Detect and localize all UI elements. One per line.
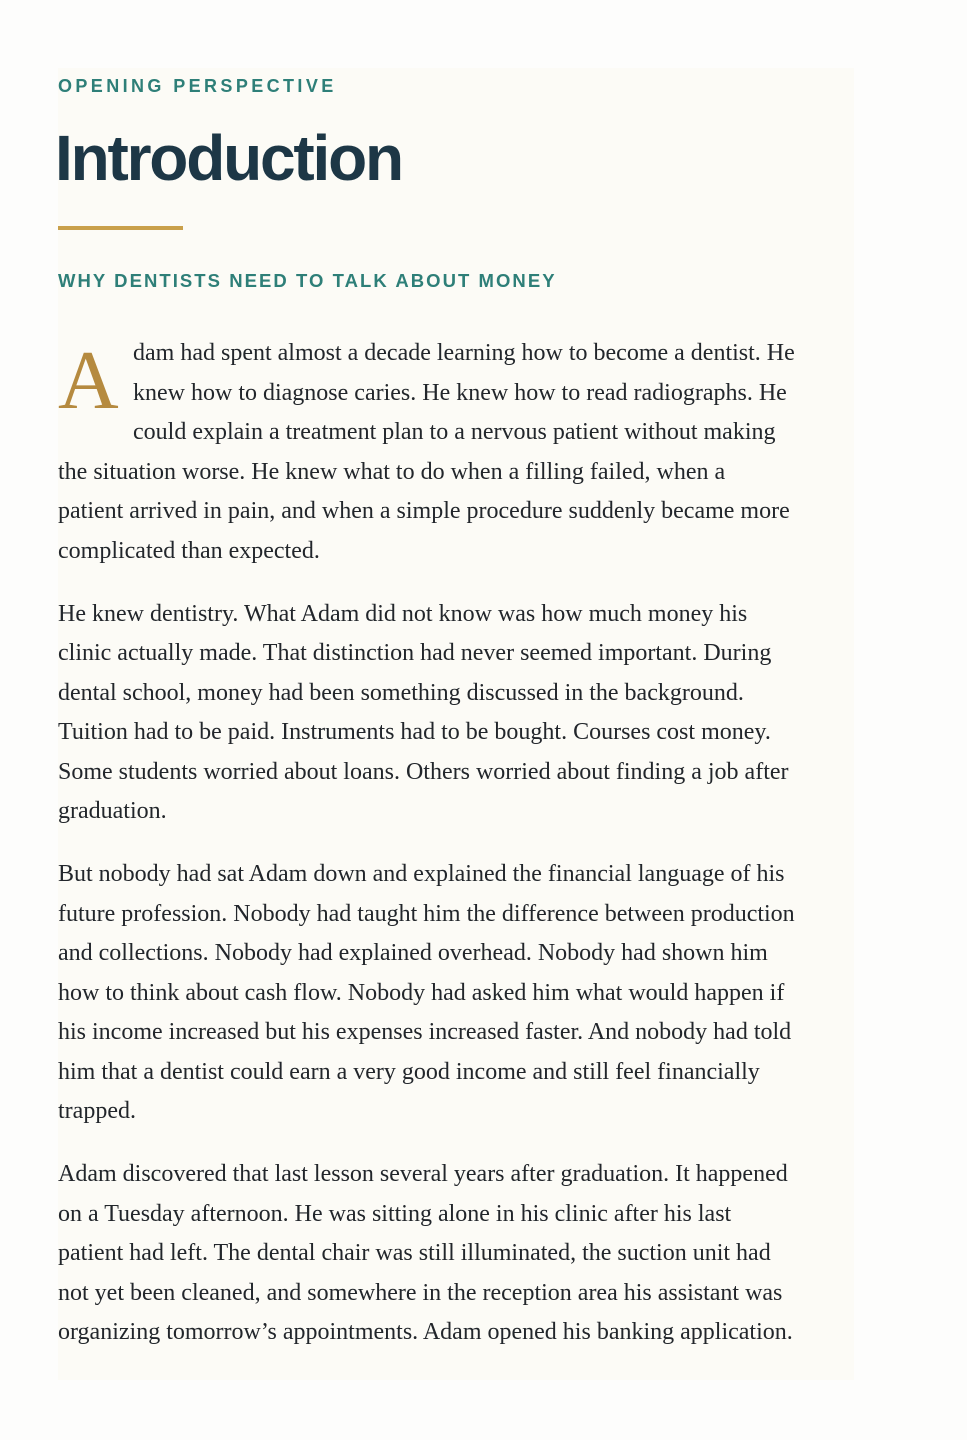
paragraph-line: trapped. <box>58 1098 136 1124</box>
paragraph-line: complicated than expected. <box>58 537 320 564</box>
paragraph-1 <box>58 334 858 571</box>
chapter-eyebrow: OPENING PERSPECTIVE <box>58 76 337 96</box>
paragraph-line: But nobody had sat Adam down and explained the financial language of his <box>58 861 785 887</box>
paragraph-3 <box>58 855 858 1132</box>
paragraph-line: him that a dentist could earn a very good income and still feel financially <box>58 1058 760 1085</box>
paragraph-line: could explain a treatment plan to a nervous patient without making <box>133 419 776 445</box>
paragraph-line: clinic actually made. That distinction had never seemed important. During <box>58 640 772 666</box>
paragraph-line: and collections. Nobody had explained overhead. Nobody had shown him <box>58 940 768 966</box>
drop-cap: A <box>58 334 119 427</box>
paragraph-line: his income increased but his expenses increased faster. And nobody had told <box>58 1019 792 1045</box>
paragraph-4 <box>58 1155 858 1353</box>
paragraph-line: Adam discovered that last lesson several years after graduation. It happened <box>58 1161 788 1187</box>
paragraph-line: graduation. <box>58 798 167 824</box>
paragraph-line: future profession. Nobody had taught him the difference between production <box>58 900 795 927</box>
chapter-body <box>58 334 858 1376</box>
chapter-subtitle: WHY DENTISTS NEED TO TALK ABOUT MONEY <box>58 270 557 291</box>
paragraph-2 <box>58 595 858 832</box>
paragraph-line: He knew dentistry. What Adam did not know was how much money his <box>58 600 748 627</box>
paragraph-line: dental school, money had been something discussed in the background. <box>58 679 744 706</box>
chapter-title: Introduction <box>55 122 402 194</box>
chapter-page <box>55 68 854 1380</box>
paragraph-line: organizing tomorrow’s appointments. Adam opened his banking application. <box>58 1319 793 1345</box>
title-divider <box>58 226 183 230</box>
paragraph-line: on a Tuesday afternoon. He was sitting alone in his clinic after his last <box>58 1200 732 1227</box>
paragraph-line: patient had left. The dental chair was still illuminated, the suction unit had <box>58 1240 771 1266</box>
paragraph-line: Some students worried about loans. Others worried about finding a job after <box>58 758 789 785</box>
paragraph-line: the situation worse. He knew what to do when a filling failed, when a <box>58 458 726 485</box>
paragraph-line: Tuition had to be paid. Instruments had to be bought. Courses cost money. <box>58 719 771 745</box>
paragraph-line: how to think about cash flow. Nobody had asked him what would happen if <box>58 979 785 1006</box>
paragraph-line: dam had spent almost a decade learning how to become a dentist. He <box>133 340 795 366</box>
paragraph-line: knew how to diagnose caries. He knew how to read radiographs. He <box>133 379 787 406</box>
paragraph-line: not yet been cleaned, and somewhere in the reception area his assistant was <box>58 1279 783 1306</box>
paragraph-line: patient arrived in pain, and when a simple procedure suddenly became more <box>58 498 790 524</box>
